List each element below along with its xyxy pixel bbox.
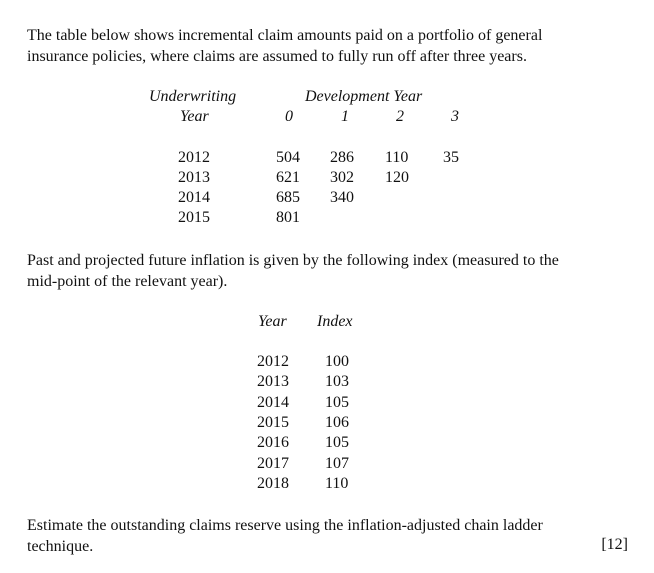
claim-cell: 35 bbox=[443, 149, 459, 166]
claim-cell: 302 bbox=[330, 169, 354, 186]
question-line-2: technique. bbox=[27, 538, 94, 555]
claim-cell: 286 bbox=[330, 149, 354, 166]
header-development-year: Development Year bbox=[305, 88, 423, 105]
index-year-cell: 2013 bbox=[257, 373, 289, 390]
intro-line-2: insurance policies, where claims are assumed to fully run off after three years. bbox=[27, 48, 527, 65]
intro-paragraph bbox=[27, 25, 627, 67]
index-year-cell: 2016 bbox=[257, 434, 289, 451]
header-underwriting: Underwriting bbox=[149, 88, 237, 105]
claim-cell: 120 bbox=[385, 169, 409, 186]
index-value-cell: 105 bbox=[325, 434, 349, 451]
index-value-cell: 105 bbox=[325, 394, 349, 411]
claim-cell: 110 bbox=[385, 149, 409, 166]
inflation-paragraph bbox=[27, 250, 627, 292]
uw-year-cell: 2012 bbox=[178, 149, 210, 166]
inflation-line-2: mid-point of the relevant year). bbox=[27, 273, 228, 290]
claim-cell: 340 bbox=[330, 189, 354, 206]
index-value-cell: 110 bbox=[325, 475, 349, 492]
index-year-cell: 2015 bbox=[257, 414, 289, 431]
index-value-cell: 106 bbox=[325, 414, 349, 431]
uw-year-cell: 2013 bbox=[178, 169, 210, 186]
index-year-cell: 2018 bbox=[257, 475, 289, 492]
claim-cell: 504 bbox=[276, 149, 300, 166]
index-year-cell: 2014 bbox=[257, 394, 289, 411]
uw-year-cell: 2015 bbox=[178, 209, 210, 226]
uw-year-cell: 2014 bbox=[178, 189, 210, 206]
dev-year-3: 3 bbox=[451, 108, 459, 125]
claim-cell: 621 bbox=[276, 169, 300, 186]
index-value-cell: 100 bbox=[325, 353, 349, 370]
inflation-line-1: Past and projected future inflation is given by the following index (measured to the bbox=[27, 252, 559, 269]
claim-cell: 685 bbox=[276, 189, 300, 206]
index-year-cell: 2017 bbox=[257, 455, 289, 472]
question-line-1: Estimate the outstanding claims reserve using the inflation-adjusted chain ladder bbox=[27, 517, 543, 534]
marks-label: [12] bbox=[601, 536, 628, 553]
question-paragraph bbox=[27, 515, 627, 557]
index-year-cell: 2012 bbox=[257, 353, 289, 370]
dev-year-2: 2 bbox=[396, 108, 404, 125]
index-value-cell: 103 bbox=[325, 373, 349, 390]
header-year: Year bbox=[258, 313, 287, 330]
dev-year-1: 1 bbox=[341, 108, 349, 125]
header-index: Index bbox=[317, 313, 353, 330]
index-value-cell: 107 bbox=[325, 455, 349, 472]
header-underwriting-year: Year bbox=[180, 108, 209, 125]
claim-cell: 801 bbox=[276, 209, 300, 226]
intro-line-1: The table below shows incremental claim amounts paid on a portfolio of general bbox=[27, 27, 543, 44]
dev-year-0: 0 bbox=[285, 108, 293, 125]
